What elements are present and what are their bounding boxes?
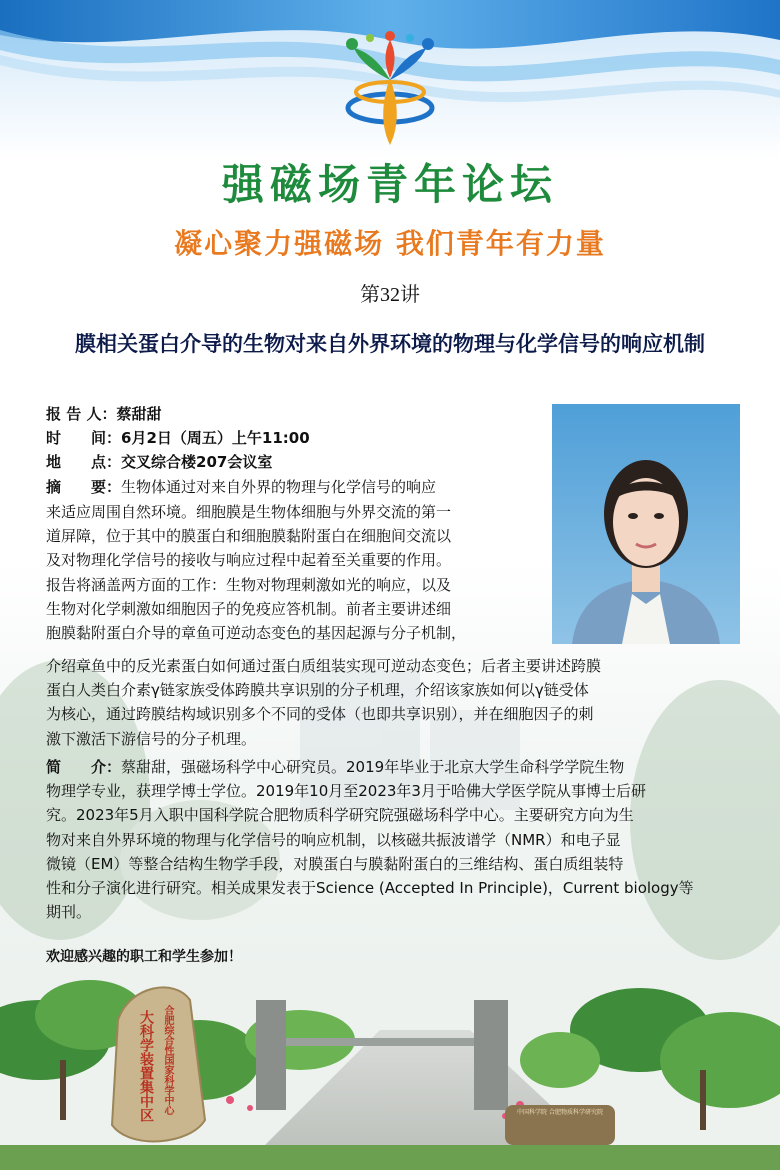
abstract-line-4: 报告将涵盖两方面的工作：生物对物理刺激如光的响应，以及 — [46, 575, 452, 594]
abstract-label: 摘 要： — [46, 478, 122, 496]
bio-line-3: 物对来自外界环境的物理与化学信号的响应机制，以核磁共振波谱学（NMR）和电子显 — [46, 830, 621, 849]
abstract-line-5: 生物对化学刺激如细胞因子的免疫应答机制。前者主要讲述细 — [46, 599, 452, 618]
time-label: 时 间： — [46, 429, 122, 447]
place-value: 交叉综合楼207会议室 — [121, 453, 273, 471]
bio-line-1: 物理学专业，获理学博士学位。2019年10月至2023年3月于哈佛大学医学院从事博士后研 — [46, 782, 646, 801]
time-row — [46, 426, 750, 450]
bio-line-6: 期刊。 — [46, 903, 92, 922]
bio-label: 简 介： — [46, 758, 122, 776]
abstract-line-9: 为核心，通过跨膜结构域识别多个不同的受体（也即共享识别），并在细胞因子的刺 — [46, 705, 594, 724]
bio-line-0-row — [46, 755, 756, 779]
bio-line-4: 微镜（EM）等整合结构生物学手段，对膜蛋白与膜黏附蛋白的三维结构、蛋白质组装特 — [46, 854, 624, 873]
abstract-body-wide — [46, 654, 746, 751]
lecture-number: 第32讲 — [360, 284, 420, 306]
gate-sign: 中国科学院 合肥物质科学研究院 — [517, 1109, 603, 1116]
speaker-name: 蔡甜甜 — [116, 405, 162, 423]
bio-line-5: 性和分子演化进行研究。相关成果发表于Science (Accepted In Principle)，Current biology等 — [46, 879, 694, 898]
abstract-line-10: 激下激活下游信号的分子机理。 — [46, 729, 257, 748]
abstract-line-0: 生物体通过对来自外界的物理与化学信号的响应 — [121, 478, 437, 496]
closing-invitation: 欢迎感兴趣的职工和学生参加！ — [46, 949, 242, 965]
abstract-line-7: 介绍章鱼中的反光素蛋白如何通过蛋白质组装实现可逆动态变色；后者主要讲述跨膜 — [46, 657, 602, 675]
talk-title: 膜相关蛋白介导的生物对来自外界环境的物理与化学信号的响应机制 — [75, 332, 705, 356]
forum-logo-icon — [340, 30, 440, 150]
bio-line-0: 蔡甜甜，强磁场科学中心研究员。2019年毕业于北京大学生命科学学院生物 — [121, 758, 625, 776]
abstract-line-2: 道屏障，位于其中的膜蛋白和细胞膜黏附蛋白在细胞间交流以 — [46, 527, 452, 546]
forum-slogan: 凝心聚力强磁场 我们青年有力量 — [174, 227, 606, 260]
bio-section — [46, 755, 756, 924]
abstract-section-head — [46, 475, 546, 499]
time-value: 6月2日（周五）上午11:00 — [121, 429, 310, 447]
abstract-body-narrow — [46, 500, 546, 645]
abstract-line-3: 及对物理化学信号的接收与响应过程中起着至关重要的作用。 — [46, 551, 452, 570]
place-row — [46, 450, 750, 474]
speaker-label: 报 告 人： — [46, 405, 117, 423]
place-label: 地 点： — [46, 453, 122, 471]
abstract-line-8: 蛋白人类白介素γ链家族受体跨膜共享识别的分子机理，介绍该家族如何以γ链受体 — [46, 681, 589, 700]
forum-title: 强磁场青年论坛 — [221, 160, 558, 209]
stone-inscription-right: 合肥综合性国家科学中心 — [162, 1005, 173, 1115]
bio-line-2: 究。2023年5月入职中国科学院合肥物质科学研究院强磁场科学中心。主要研究方向为生 — [46, 806, 634, 825]
speaker-row — [46, 402, 750, 426]
stone-inscription-left: 大科学装置集中区 — [138, 1010, 154, 1122]
abstract-line-1: 来适应周围自然环境。细胞膜是生物体细胞与外界交流的第一 — [46, 503, 452, 521]
abstract-line-6: 胞膜黏附蛋白介导的章鱼可逆动态变色的基因起源与分子机制， — [46, 624, 467, 643]
